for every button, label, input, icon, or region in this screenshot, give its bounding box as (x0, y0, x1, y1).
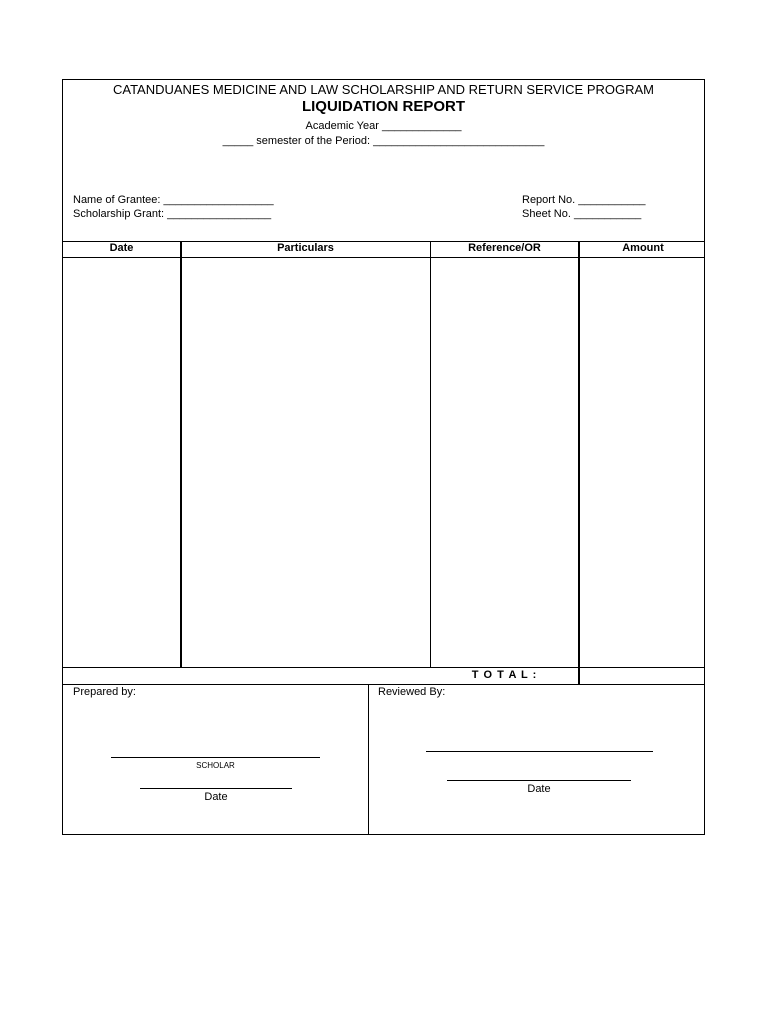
column-header-amount: Amount (622, 242, 664, 254)
academic-year-field: Academic Year _____________ (305, 120, 462, 132)
program-name: CATANDUANES MEDICINE AND LAW SCHOLARSHIP AND RETURN SERVICE PROGRAM (112, 82, 655, 97)
reviewed-date-line (447, 780, 631, 781)
column-header-date: Date (109, 242, 134, 254)
column-divider-particulars (430, 241, 431, 667)
total-row-bottom-border (63, 684, 704, 685)
column-header-particulars: Particulars (277, 242, 334, 254)
reviewed-by-label: Reviewed By: (378, 686, 446, 698)
column-header-reference: Reference/OR (468, 242, 541, 254)
scholarship-grant-field: Scholarship Grant: _________________ (73, 208, 272, 220)
prepared-date-label: Date (204, 791, 228, 803)
total-row-top-border (63, 667, 704, 668)
reviewed-date-label: Date (527, 783, 551, 795)
table-header-divider (63, 257, 704, 258)
scholar-signature-line (111, 757, 320, 758)
grantee-name-field: Name of Grantee: __________________ (73, 194, 274, 206)
sheet-number-field: Sheet No. ___________ (522, 208, 642, 220)
report-title: LIQUIDATION REPORT (301, 98, 466, 115)
report-number-field: Report No. ___________ (522, 194, 646, 206)
total-label: T O T A L : (471, 669, 538, 681)
scholar-label: SCHOLAR (196, 761, 235, 770)
semester-period-field: _____ semester of the Period: ____________________________ (222, 135, 545, 147)
signature-section-divider (368, 684, 369, 835)
reviewer-signature-line (426, 751, 653, 752)
column-divider-reference (578, 241, 580, 684)
prepared-by-label: Prepared by: (73, 686, 136, 698)
prepared-date-line (140, 788, 292, 789)
liquidation-report-form (62, 79, 705, 835)
column-divider-date (180, 241, 182, 667)
